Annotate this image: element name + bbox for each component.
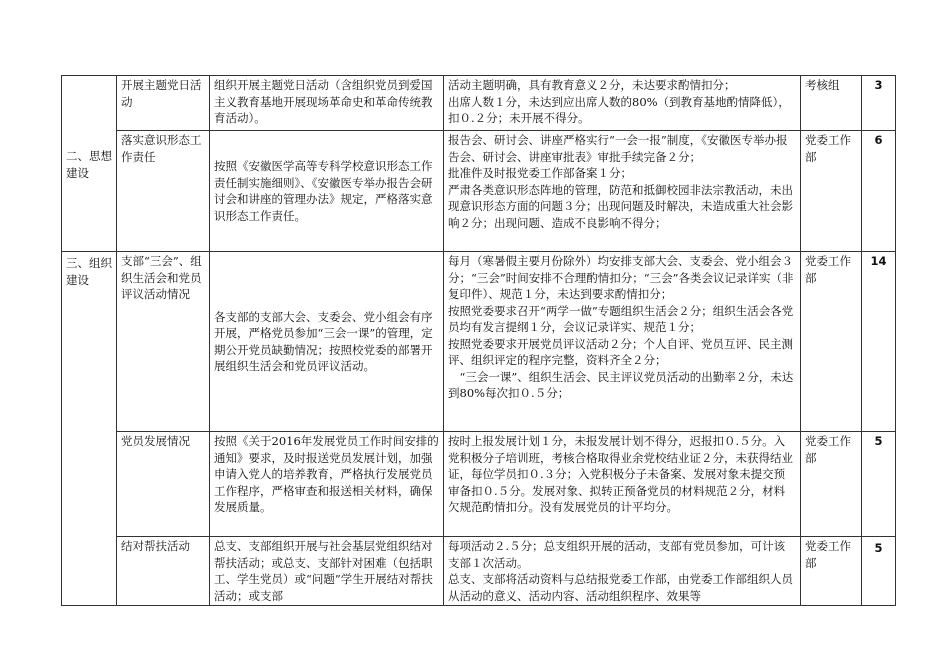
category-cell: [62, 76, 117, 252]
criteria-line: 每月（寒暑假主要月份除外）均安排支部大会、支委会、党小组会３分；“三会”时间安排不合理酌情扣分；“三会”各类会议记录详实（非复印件）、规范１分，未达到要求酌情扣分；: [448, 254, 794, 301]
item-label: 党员发展情况: [121, 434, 190, 448]
score-cell: [862, 537, 896, 606]
item-cell: [117, 76, 210, 131]
criteria-cell: [444, 76, 801, 131]
table-row: [62, 131, 896, 252]
item-cell: [117, 432, 210, 537]
dept-label: 党委工作部: [805, 539, 851, 570]
criteria-line: 活动主题明确，具有教育意义２分，未达要求酌情扣分；: [448, 78, 736, 92]
score-value: 3: [874, 78, 883, 92]
criteria-cell: [444, 252, 801, 432]
criteria-line: 总支、支部将活动资料与总结报党委工作部，由党委工作部组织人员从活动的意义、活动内容、活动组织程序、效果等: [448, 572, 793, 603]
content-text: 按照《关于2016年发展党员工作时间安排的通知》要求，及时报送党员发展计划，加强申请入党人的培养教育，严格执行发展党员工作程序，严格审查和报送相关材料，确保发展质量。: [214, 434, 439, 514]
criteria-cell: [444, 131, 801, 252]
score-cell: [862, 76, 896, 131]
table-row: [62, 537, 896, 606]
criteria-line: 按照党委要求召开“两学一做”专题组织生活会２分；组织生活会各党员均有发言提纲１分，会议记录详实、规范１分；: [448, 303, 794, 334]
table-row: [62, 432, 896, 537]
criteria-line: 严肃各类意识形态阵地的管理，防范和抵御校园非法宗教活动，未出现意识形态方面的问题３分；出现问题及时解决，未造成重大社会影响２分；出现问题、造成不良影响不得分；: [448, 182, 793, 230]
item-label: 落实意识形态工作责任: [121, 133, 202, 164]
criteria-line: 按时上报发展计划１分，未报发展计划不得分，迟报扣０.５分。入党积极分子培训班，考核合格取得业余党校结业证２分，未获得结业证，每位学员扣０.３分；入党积极分子未备案、发展对象未提交预审备扣０.５分。发展对象、拟转正预备党员的材料规范２分，材料欠规范酌情扣分。没有发展党员的计平均分。: [448, 434, 793, 514]
score-value: 5: [874, 434, 883, 448]
content-cell: [210, 131, 444, 252]
criteria-line: 报告会、研讨会、讲座严格实行“一会一报”制度，《安徽医专举办报告会、研讨会、讲座审批表》审批手续完备２分；: [448, 133, 788, 164]
criteria-line: 出席人数１分，未达到应出席人数的80%（到教育基地酌情降低），扣０.２分；未开展不得分。: [448, 94, 790, 125]
table-row: [62, 252, 896, 432]
dept-cell: [801, 252, 862, 432]
criteria-line: 按照党委要求开展党员评议活动２分；个人自评、党员互评、民主测评、组织评定的程序完整，资料齐全２分；: [448, 336, 793, 367]
criteria-line: 批准件及时报党委工作部备案１分；: [448, 166, 632, 180]
item-label: 支部“三会”、组织生活会和党员评议活动情况: [121, 254, 202, 301]
item-cell: [117, 131, 210, 252]
content-text: 组织开展主题党日活动（含组织党员到爱国主义教育基地开展现场革命史和革命传统教育活动）。: [214, 78, 433, 125]
score-cell: [862, 252, 896, 432]
dept-cell: [801, 131, 862, 252]
dept-cell: [801, 76, 862, 131]
content-text: 按照《安徽医学高等专科学校意识形态工作责任制实施细则》、《安徽医专举办报告会研讨会和讲座的管理办法》规定，严格落实意识形态工作责任。: [214, 159, 433, 223]
category-label: 二、思想建设: [66, 149, 112, 180]
content-text: 总支、支部组织开展与社会基层党组织结对帮扶活动；或总支、支部针对困难（包括职工、学生党员）或“问题”学生开展结对帮扶活动；或支部: [214, 539, 433, 603]
assessment-table: [61, 75, 896, 606]
criteria-line: 每项活动２.５分；总支组织开展的活动，支部有党员参加，可计该支部１次活动。: [448, 539, 786, 570]
item-cell: [117, 252, 210, 432]
content-cell: [210, 537, 444, 606]
score-cell: [862, 432, 896, 537]
dept-label: 党委工作部: [805, 133, 851, 164]
category-label: 三、组织建设: [66, 256, 112, 287]
score-value: 5: [874, 541, 883, 555]
score-value: 6: [874, 133, 883, 147]
criteria-line: “三会一课”、组织生活会、民主评议党员活动的出勤率２分，未达到80%每次扣０.５分；: [448, 369, 794, 400]
content-cell: [210, 252, 444, 432]
dept-label: 党委工作部: [805, 254, 851, 285]
criteria-cell: [444, 432, 801, 537]
category-cell: [62, 252, 117, 606]
item-label: 开展主题党日活动: [121, 78, 202, 109]
dept-cell: [801, 537, 862, 606]
score-value: 14: [870, 254, 887, 268]
content-cell: [210, 432, 444, 537]
dept-label: 党委工作部: [805, 434, 851, 465]
dept-cell: [801, 432, 862, 537]
score-cell: [862, 131, 896, 252]
table-row: [62, 76, 896, 131]
content-cell: [210, 76, 444, 131]
item-label: 结对帮扶活动: [121, 539, 190, 553]
content-text: 各支部的支部大会、支委会、党小组会有序开展，严格党员参加“三会一课”的管理，定期公开党员缺勤情况；按照校党委的部署开展组织生活会和党员评议活动。: [214, 309, 433, 373]
item-cell: [117, 537, 210, 606]
dept-label: 考核组: [805, 78, 840, 92]
criteria-cell: [444, 537, 801, 606]
